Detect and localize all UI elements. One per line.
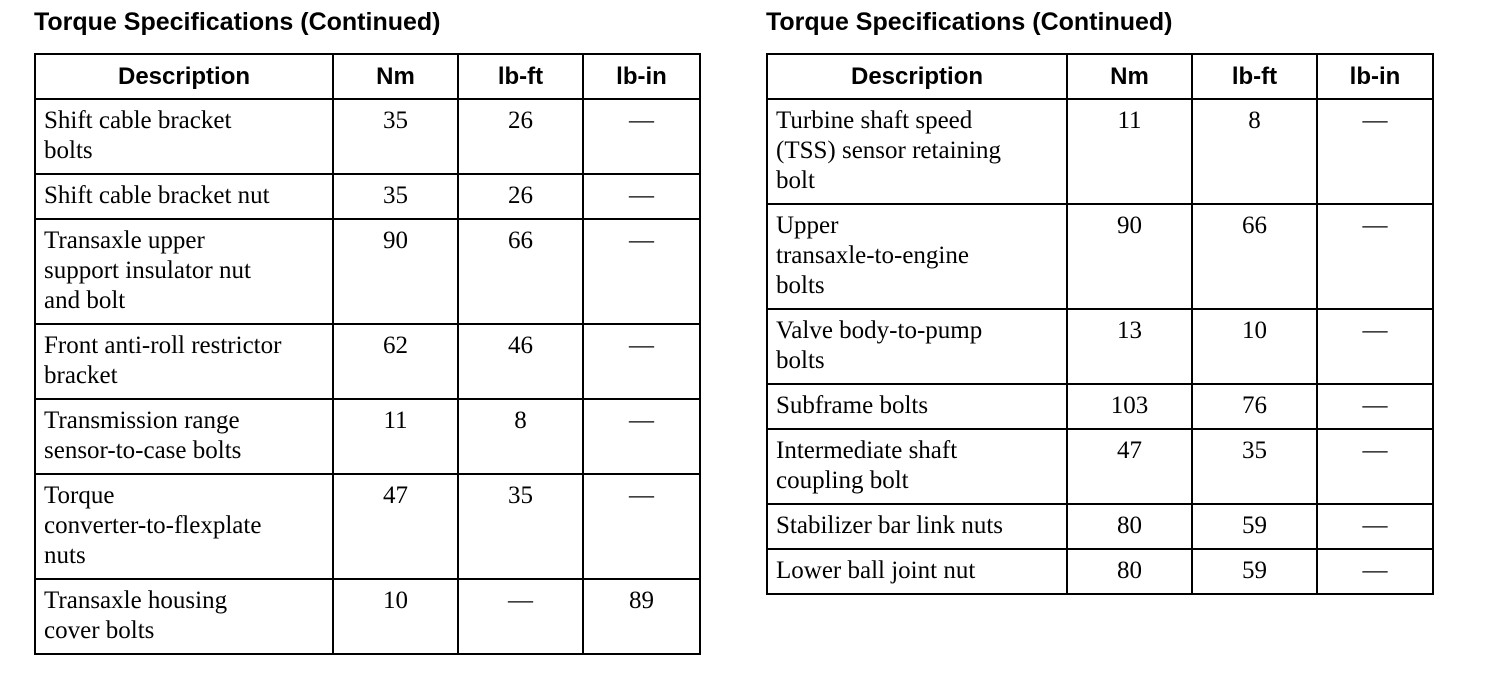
table-header-row: [35, 54, 700, 99]
description-line: bolt: [776, 167, 815, 194]
description-cell: [35, 174, 333, 219]
lb-ft-cell: 8: [458, 399, 583, 474]
header-description: Description: [35, 54, 333, 99]
torque-spec-table: [766, 53, 1434, 595]
description-cell: [35, 324, 333, 399]
nm-cell: 47: [333, 474, 458, 579]
nm-cell: 11: [1067, 99, 1192, 204]
header-nm: Nm: [1067, 54, 1192, 99]
lb-ft-cell: 66: [1192, 204, 1317, 309]
description-line: (TSS) sensor retaining: [776, 137, 1001, 164]
lb-ft-cell: 59: [1192, 549, 1317, 594]
description-cell: [767, 549, 1067, 594]
table-row: [767, 309, 1433, 384]
description-line: Front anti-roll restrictor: [44, 332, 282, 359]
table-row: [35, 399, 700, 474]
header-lb-ft: lb-ft: [1192, 54, 1317, 99]
lb-ft-cell: 66: [458, 219, 583, 324]
lb-ft-cell: 35: [458, 474, 583, 579]
lb-ft-cell: 46: [458, 324, 583, 399]
lb-ft-cell: 26: [458, 174, 583, 219]
description-line: Valve body-to-pump: [776, 317, 983, 344]
description-cell: [767, 384, 1067, 429]
description-line: bolts: [776, 272, 825, 299]
description-line: bolts: [44, 137, 93, 164]
table-row: [35, 474, 700, 579]
nm-cell: 35: [333, 174, 458, 219]
description-line: coupling bolt: [776, 467, 909, 494]
lb-in-cell: 89: [583, 579, 700, 654]
table-row: [35, 219, 700, 324]
section-title: Torque Specifications (Continued): [34, 8, 441, 36]
lb-ft-cell: 8: [1192, 99, 1317, 204]
table-row: [35, 174, 700, 219]
table-row: [767, 384, 1433, 429]
description-cell: [35, 399, 333, 474]
table-row: [767, 99, 1433, 204]
lb-in-cell: —: [583, 174, 700, 219]
nm-cell: 35: [333, 99, 458, 174]
lb-ft-cell: —: [458, 579, 583, 654]
description-line: cover bolts: [44, 617, 155, 644]
description-line: Transmission range: [44, 407, 240, 434]
header-lb-in: lb-in: [1317, 54, 1433, 99]
nm-cell: 11: [333, 399, 458, 474]
description-cell: [35, 219, 333, 324]
description-cell: [35, 99, 333, 174]
description-line: converter-to-flexplate: [44, 512, 262, 539]
lb-in-cell: —: [583, 219, 700, 324]
description-line: Turbine shaft speed: [776, 107, 973, 134]
lb-in-cell: —: [1317, 549, 1433, 594]
lb-in-cell: —: [1317, 204, 1433, 309]
description-line: Torque: [44, 482, 115, 509]
nm-cell: 13: [1067, 309, 1192, 384]
lb-ft-cell: 59: [1192, 504, 1317, 549]
header-description: Description: [767, 54, 1067, 99]
nm-cell: 80: [1067, 504, 1192, 549]
nm-cell: 80: [1067, 549, 1192, 594]
nm-cell: 10: [333, 579, 458, 654]
description-line: Shift cable bracket: [44, 107, 232, 134]
description-cell: [35, 579, 333, 654]
table-row: [767, 204, 1433, 309]
table-row: [767, 504, 1433, 549]
table-header-row: [767, 54, 1433, 99]
description-line: transaxle-to-engine: [776, 242, 969, 269]
lb-in-cell: —: [583, 399, 700, 474]
table-row: [767, 429, 1433, 504]
description-line: bolts: [776, 347, 825, 374]
nm-cell: 103: [1067, 384, 1192, 429]
table-row: [767, 549, 1433, 594]
section-title: Torque Specifications (Continued): [766, 8, 1173, 36]
lb-in-cell: —: [583, 474, 700, 579]
description-line: support insulator nut: [44, 257, 251, 284]
description-line: Transaxle housing: [44, 587, 228, 614]
header-nm: Nm: [333, 54, 458, 99]
description-cell: [767, 504, 1067, 549]
header-lb-ft: lb-ft: [458, 54, 583, 99]
lb-ft-cell: 26: [458, 99, 583, 174]
lb-ft-cell: 76: [1192, 384, 1317, 429]
lb-in-cell: —: [1317, 309, 1433, 384]
description-line: Upper: [776, 212, 839, 239]
lb-in-cell: —: [1317, 384, 1433, 429]
description-line: Transaxle upper: [44, 227, 205, 254]
table-row: [35, 99, 700, 174]
nm-cell: 47: [1067, 429, 1192, 504]
lb-in-cell: —: [1317, 99, 1433, 204]
lb-ft-cell: 10: [1192, 309, 1317, 384]
lb-in-cell: —: [583, 99, 700, 174]
description-line: Subframe bolts: [776, 392, 929, 419]
description-line: Lower ball joint nut: [776, 557, 976, 584]
lb-in-cell: —: [1317, 504, 1433, 549]
torque-spec-table: [34, 53, 701, 655]
description-line: nuts: [44, 542, 86, 569]
description-cell: [767, 429, 1067, 504]
nm-cell: 90: [333, 219, 458, 324]
lb-in-cell: —: [583, 324, 700, 399]
description-line: Stabilizer bar link nuts: [776, 512, 1004, 539]
header-lb-in: lb-in: [583, 54, 700, 99]
table-row: [35, 579, 700, 654]
description-cell: [767, 309, 1067, 384]
description-line: bracket: [44, 362, 118, 389]
lb-in-cell: —: [1317, 429, 1433, 504]
table-row: [35, 324, 700, 399]
nm-cell: 90: [1067, 204, 1192, 309]
description-line: Shift cable bracket nut: [44, 182, 270, 209]
description-line: sensor-to-case bolts: [44, 437, 242, 464]
nm-cell: 62: [333, 324, 458, 399]
description-cell: [35, 474, 333, 579]
description-line: Intermediate shaft: [776, 437, 958, 464]
description-line: and bolt: [44, 287, 126, 314]
description-cell: [767, 99, 1067, 204]
description-cell: [767, 204, 1067, 309]
lb-ft-cell: 35: [1192, 429, 1317, 504]
